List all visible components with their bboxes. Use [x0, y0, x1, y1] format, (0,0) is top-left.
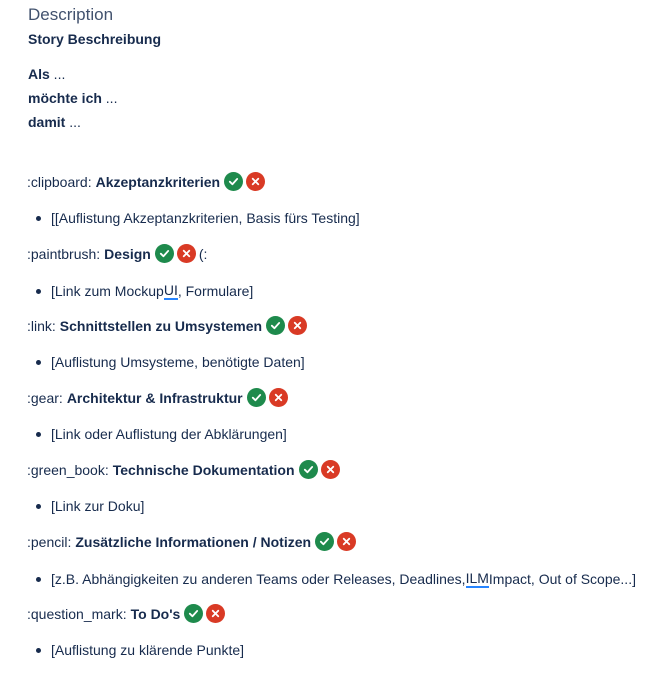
list-item: [[Auflistung Akzeptanzkriterien, Basis fürs Testing] — [36, 210, 360, 226]
cross-circle-icon — [337, 532, 356, 551]
spellcheck-underline[interactable]: ILM — [465, 570, 489, 586]
section-heading: Technische Dokumentation — [112, 461, 295, 478]
check-circle-icon — [266, 316, 285, 335]
list-item: [Auflistung zu klärende Punkte] — [36, 642, 244, 658]
check-circle-icon — [224, 172, 243, 191]
cross-circle-icon — [206, 604, 225, 623]
check-circle-icon — [184, 604, 203, 623]
cross-circle-icon — [321, 460, 340, 479]
emoji-shortcode: :gear: — [27, 389, 63, 406]
check-circle-icon — [299, 460, 318, 479]
cross-circle-icon — [269, 388, 288, 407]
cross-circle-icon — [288, 316, 307, 335]
bullet-icon — [36, 577, 41, 582]
section-zusaetzliche-infos — [27, 532, 356, 551]
bullet-icon — [36, 289, 41, 294]
story-line-moechte: möchte ich ... — [28, 90, 118, 106]
bullet-icon — [36, 504, 41, 509]
page-title: Description — [28, 5, 114, 24]
spellcheck-underline[interactable]: UI — [163, 282, 178, 298]
section-architektur — [27, 388, 288, 407]
section-heading: Zusätzliche Informationen / Notizen — [75, 533, 312, 550]
section-heading: To Do's — [130, 605, 181, 622]
emoji-shortcode: :question_mark: — [27, 605, 127, 622]
emoji-shortcode: :pencil: — [27, 533, 72, 550]
list-item: [Link zur Doku] — [36, 498, 144, 514]
section-trail-text: (: — [198, 245, 208, 262]
bullet-icon — [36, 648, 41, 653]
bullet-icon — [36, 432, 41, 437]
section-heading: Akzeptanzkriterien — [95, 173, 221, 190]
section-akzeptanzkriterien — [27, 172, 265, 191]
bullet-icon — [36, 216, 41, 221]
section-heading: Schnittstellen zu Umsystemen — [59, 317, 263, 334]
emoji-shortcode: :paintbrush: — [27, 245, 101, 262]
section-heading: Architektur & Infrastruktur — [66, 389, 243, 406]
check-circle-icon — [247, 388, 266, 407]
emoji-shortcode: :link: — [27, 317, 56, 334]
story-subtitle: Story Beschreibung — [28, 31, 162, 47]
bullet-icon — [36, 360, 41, 365]
check-circle-icon — [155, 244, 174, 263]
cross-circle-icon — [246, 172, 265, 191]
list-item: [z.B. Abhängigkeiten zu anderen Teams oder Releases, Deadlines, ILM Impact, Out of Scope...] — [36, 570, 636, 588]
list-item: [Link zum Mockup UI , Formulare] — [36, 282, 253, 300]
check-circle-icon — [315, 532, 334, 551]
emoji-shortcode: :clipboard: — [27, 173, 92, 190]
section-technische-doku — [27, 460, 340, 479]
section-to-dos — [27, 604, 225, 623]
section-design — [27, 244, 207, 263]
story-line-damit: damit ... — [28, 114, 81, 130]
cross-circle-icon — [177, 244, 196, 263]
emoji-shortcode: :green_book: — [27, 461, 109, 478]
section-heading: Design — [104, 245, 151, 262]
section-schnittstellen — [27, 316, 307, 335]
list-item: [Link oder Auflistung der Abklärungen] — [36, 426, 287, 442]
list-item: [Auflistung Umsysteme, benötigte Daten] — [36, 354, 305, 370]
story-line-als: Als ... — [28, 66, 66, 82]
